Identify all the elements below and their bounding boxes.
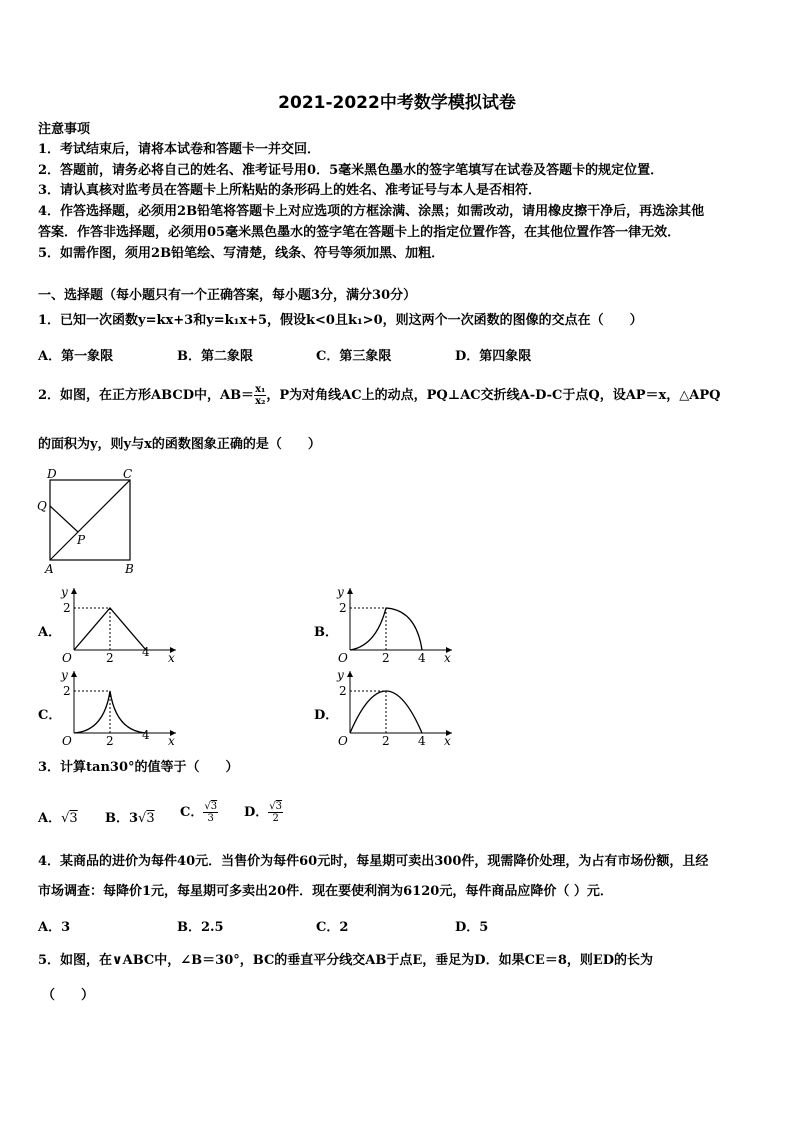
notice-item: 2．答题前，请务必将自己的姓名、准考证号用0．5毫米黑色墨水的签字笔填写在试卷及答题卡的规定位置． xyxy=(38,163,664,178)
label-q: Q xyxy=(37,499,47,513)
q4-option-b: B．2.5 xyxy=(177,920,224,935)
svg-text:4: 4 xyxy=(142,645,150,659)
q3-option-a: A．√3 xyxy=(38,811,78,826)
segment-pq xyxy=(50,506,78,532)
label-d: D xyxy=(47,467,57,481)
q3-option-d: D． $\frac{√3}{2}$ xyxy=(244,801,283,824)
notice-heading: 注意事项 xyxy=(38,122,91,137)
svg-text:y: y xyxy=(337,668,344,682)
svg-text:O: O xyxy=(338,651,348,664)
svg-text:x: x xyxy=(444,651,451,664)
question-4-line2: 市场调查：每降价1元，每星期可多卖出20件．现在要使利润为6120元，每件商品应降价（ ）元． xyxy=(38,884,613,899)
square-figure xyxy=(34,466,144,578)
svg-text:2: 2 xyxy=(63,601,71,615)
svg-text:O: O xyxy=(338,734,348,747)
label-c: C xyxy=(123,467,133,481)
section-heading: 一、选择题（每小题只有一个正确答案，每小题3分，满分30分） xyxy=(38,288,417,303)
q2-fraction: $\frac{\text{x₁}}{\text{x₂}}$ xyxy=(255,384,266,407)
page-title: 2021-2022中考数学模拟试卷 xyxy=(278,93,516,113)
svg-text:4: 4 xyxy=(418,734,426,747)
svg-text:2: 2 xyxy=(106,734,114,747)
svg-text:x: x xyxy=(444,734,451,747)
q4-option-c: C．2 xyxy=(316,920,349,935)
question-5-line1: 5．如图，在∨ABC中，∠B＝30°，BC的垂直平分线交AB于点E，垂足为D．如果CE＝8，则ED的长为 xyxy=(38,953,654,968)
q3-option-c: C． $\frac{√3}{3}$ xyxy=(180,801,218,824)
q3-option-b: B．3√3 xyxy=(105,811,155,826)
svg-text:4: 4 xyxy=(418,651,426,664)
svg-text:y: y xyxy=(61,668,68,682)
q2-option-c-label: C． xyxy=(38,708,62,723)
q2-option-d-label: D． xyxy=(314,708,339,723)
svg-text:2: 2 xyxy=(382,651,390,664)
question-1-stem: 1．已知一次函数y=kx+3和y=k₁x+5，假设k<0且k₁>0，则这两个一次函数的图像的交点在（ ） xyxy=(38,313,643,328)
question-2-stem-line2: 的面积为y，则y与x的函数图象正确的是（ ） xyxy=(38,437,321,452)
notice-item: 答案．作答非选择题，必须用05毫米黑色墨水的签字笔在答题卡上的指定位置作答，在其他位置作答一律无效． xyxy=(38,225,681,240)
label-a: A xyxy=(45,562,54,576)
q1-option-a: A．第一象限 xyxy=(38,349,114,364)
label-b: B xyxy=(125,562,134,576)
question-2-stem: 2．如图，在正方形ABCD中，AB＝ $\frac{\text{x₁}}{\text{x₂}}$ ，P为对角线AC上的动点，PQ⊥AC交折线A-D-C于点Q，设AP＝x，△APQ xyxy=(38,384,721,407)
graph-option-a xyxy=(58,584,180,664)
graph-option-d xyxy=(334,667,456,747)
svg-text:y: y xyxy=(61,585,68,599)
q1-option-c: C．第三象限 xyxy=(316,349,392,364)
q2-option-a-label: A． xyxy=(38,625,62,640)
svg-text:O: O xyxy=(62,651,72,664)
q1-option-d: D．第四象限 xyxy=(455,349,532,364)
notice-item: 5．如需作图，须用2B铅笔绘、写清楚，线条、符号等须加黑、加粗． xyxy=(38,246,445,261)
q1-option-b: B．第二象限 xyxy=(177,349,253,364)
notice-item: 1．考试结束后，请将本试卷和答题卡一并交回． xyxy=(38,142,321,157)
svg-text:4: 4 xyxy=(142,728,150,742)
svg-text:2: 2 xyxy=(339,601,347,615)
notice-item: 4．作答选择题，必须用2B铅笔将答题卡上对应选项的方框涂满、涂黑；如需改动，请用橡皮擦干净后，再选涂其他 xyxy=(38,204,705,219)
q4-option-a: A．3 xyxy=(38,920,71,935)
question-4-line1: 4．某商品的进价为每件40元．当售价为每件60元时，每星期可卖出300件，现需降价处理，为占有市场份额，且经 xyxy=(38,854,709,869)
diagonal-ac xyxy=(50,480,130,560)
q2-option-b-label: B． xyxy=(314,625,338,640)
graph-option-b xyxy=(334,584,456,664)
graph-option-c xyxy=(58,667,180,747)
svg-text:x: x xyxy=(168,651,175,664)
label-p: P xyxy=(77,533,86,547)
question-3-stem: 3．计算tan30°的值等于（ ） xyxy=(38,760,239,775)
svg-text:2: 2 xyxy=(63,684,71,698)
svg-text:2: 2 xyxy=(339,684,347,698)
svg-text:O: O xyxy=(62,734,72,747)
svg-text:2: 2 xyxy=(106,651,114,664)
svg-text:2: 2 xyxy=(382,734,390,747)
q4-option-d: D．5 xyxy=(455,920,489,935)
question-5-line2: （ ） xyxy=(42,988,95,1003)
svg-text:y: y xyxy=(337,585,344,599)
notice-item: 3．请认真核对监考员在答题卡上所粘贴的条形码上的姓名、准考证号与本人是否相符． xyxy=(38,183,542,198)
svg-text:x: x xyxy=(168,734,175,747)
